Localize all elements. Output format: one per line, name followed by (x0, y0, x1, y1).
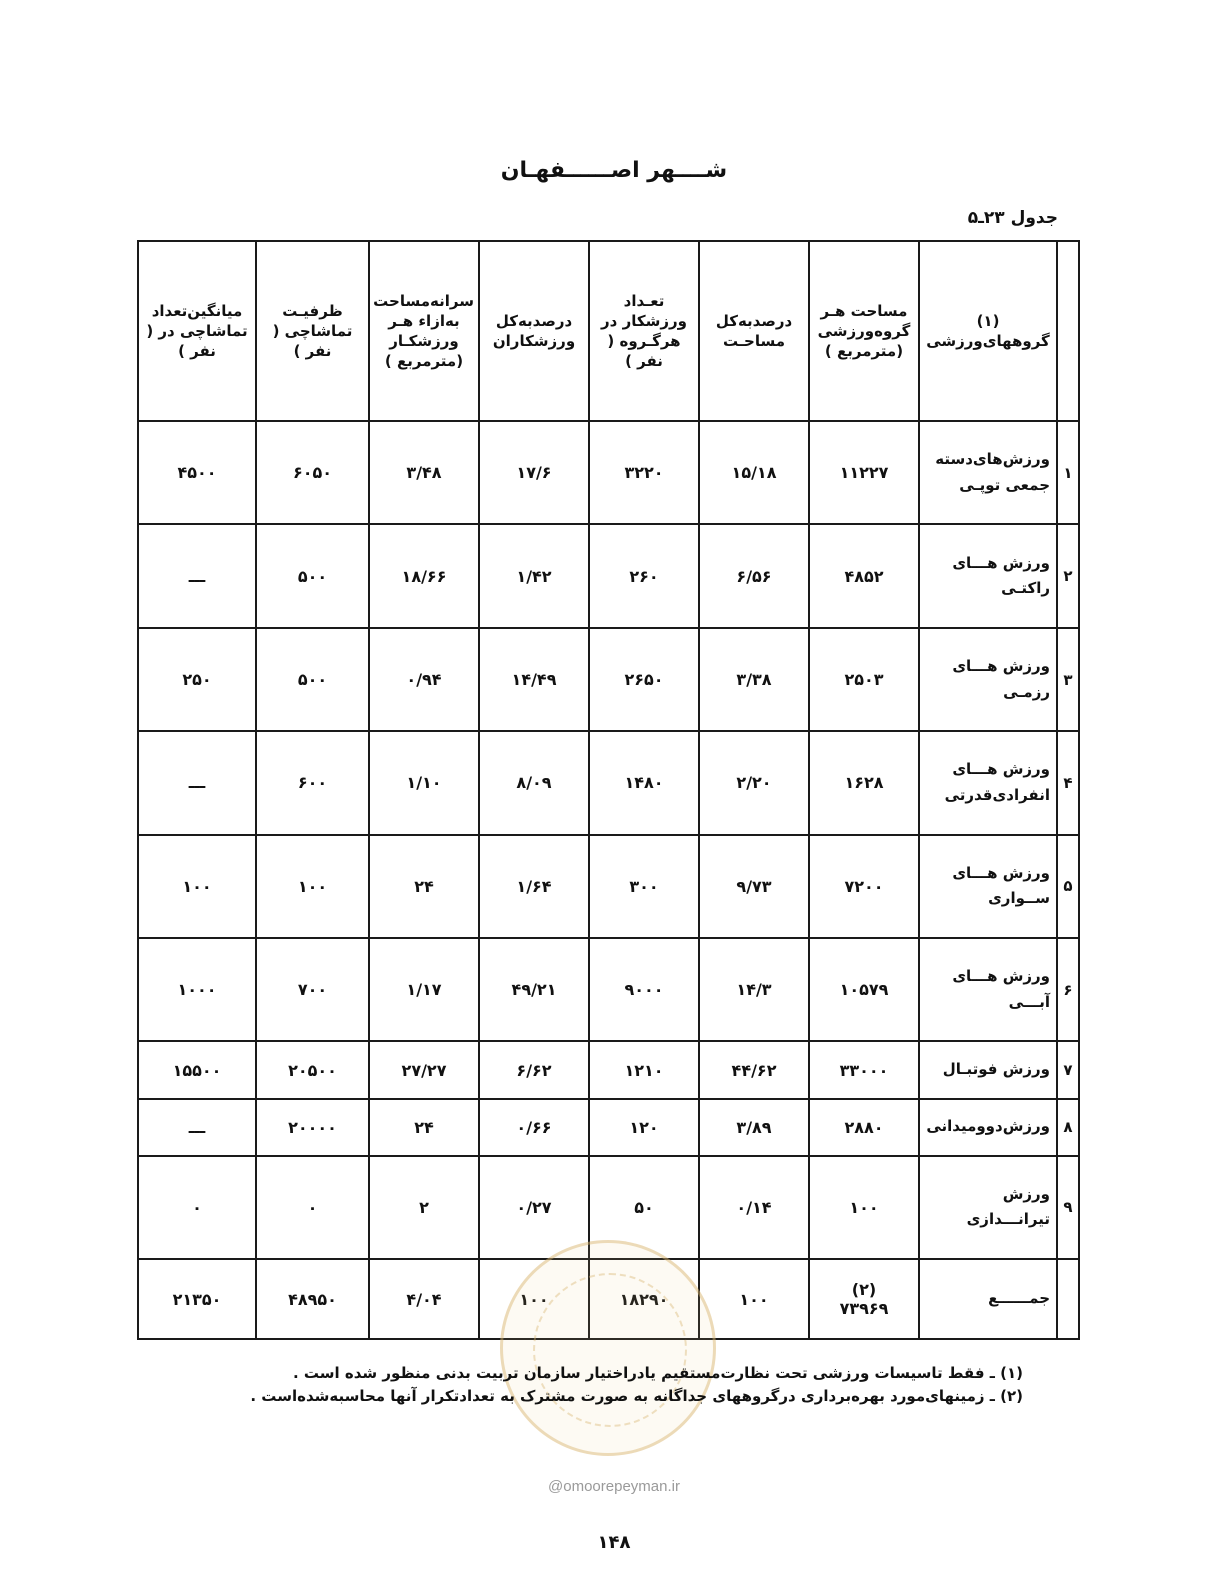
cell-avg-spectators: ۱۵۵۰۰ (138, 1041, 256, 1098)
group-line-1: ورزش‌های‌دسته (935, 450, 1050, 469)
row-group (919, 1041, 1057, 1098)
cell-per-capita: ۰/۹۴ (369, 628, 479, 731)
row-group (919, 731, 1057, 834)
header-row (138, 241, 1079, 421)
cell-athletes: ۱۲۱۰ (589, 1041, 699, 1098)
cell-athletes-pct: ۸/۰۹ (479, 731, 589, 834)
cell-athletes-pct: ۱/۴۲ (479, 524, 589, 627)
group-line-1: ورزش هـــای (952, 967, 1050, 986)
group-line-2: تیرانـــدازی (966, 1210, 1050, 1229)
column-header-athletes-pct: درصدبه‌کل ورزشکاران (479, 241, 589, 421)
cell-athletes: ۳۰۰ (589, 835, 699, 938)
cell-athletes-pct: ۰/۶۶ (479, 1099, 589, 1156)
sports-facilities-table (137, 240, 1080, 1340)
table-row (138, 1099, 1079, 1156)
cell-athletes-pct: ۱/۶۴ (479, 835, 589, 938)
cell-athletes-pct: ۱۴/۴۹ (479, 628, 589, 731)
footnotes (123, 1362, 1023, 1409)
cell-capacity: ۲۰۵۰۰ (256, 1041, 369, 1098)
cell-area-pct: ۰/۱۴ (699, 1156, 809, 1259)
cell-athletes: ۹۰۰۰ (589, 938, 699, 1041)
cell-per-capita: ۲ (369, 1156, 479, 1259)
cell-athletes-pct: ۴۹/۲۱ (479, 938, 589, 1041)
cell-area-pct: ۳/۸۹ (699, 1099, 809, 1156)
table-row (138, 731, 1079, 834)
cell-avg-spectators: ۴۵۰۰ (138, 421, 256, 524)
footnote-2: (۲) ـ زمینهای‌مورد بهره‌برداری درگروههای جداگانه به صورت مشترک به تعدادتکرار آنها محاسبه‌شده‌است . (250, 1387, 1023, 1406)
watermark-text: @omoorepeyman.ir (548, 1478, 680, 1495)
cell-per-capita: ۲۴ (369, 1099, 479, 1156)
cell-avg-spectators: ۱۰۰۰ (138, 938, 256, 1041)
cell-area-pct: ۱۰۰ (699, 1259, 809, 1339)
watermark-seal (500, 1240, 716, 1456)
group-line-1: ورزش هـــای (952, 657, 1050, 676)
column-header-athletes: تعـداد ورزشکار در هرگـروه ( نفر ) (589, 241, 699, 421)
cell-area: ۱۶۲۸ (809, 731, 919, 834)
cell-area (809, 1259, 919, 1339)
row-group (919, 524, 1057, 627)
row-group (919, 1099, 1057, 1156)
column-header-note: (۱) (976, 311, 1000, 330)
column-header-area: مساحت هـر گروه‌ورزشی (مترمربع ) (809, 241, 919, 421)
cell-capacity: ۰ (256, 1156, 369, 1259)
cell-area-pct: ۲/۲۰ (699, 731, 809, 834)
row-index (1057, 1259, 1079, 1339)
cell-athletes: ۲۶۰ (589, 524, 699, 627)
table-row (138, 938, 1079, 1041)
cell-area-pct: ۶/۵۶ (699, 524, 809, 627)
cell-area: ۲۵۰۳ (809, 628, 919, 731)
footnote-1: (۱) ـ فقط تاسیسات ورزشی تحت نظارت‌مستقیم یادراختیار سازمان تربیت بدنی منظور شده است . (293, 1364, 1023, 1382)
group-line-2: ســواری (988, 889, 1050, 908)
cell-area-pct: ۳/۳۸ (699, 628, 809, 731)
row-index: ۶ (1057, 938, 1079, 1041)
group-line-2: رزمـی (1003, 682, 1050, 701)
row-group (919, 421, 1057, 524)
cell-avg-spectators: ۱۰۰ (138, 835, 256, 938)
row-index: ۱ (1057, 421, 1079, 524)
cell-per-capita: ۲۷/۲۷ (369, 1041, 479, 1098)
cell-per-capita: ۱/۱۷ (369, 938, 479, 1041)
cell-athletes: ۱۲۰ (589, 1099, 699, 1156)
row-index: ۵ (1057, 835, 1079, 938)
table-row (138, 421, 1079, 524)
cell-athletes: ۲۶۵۰ (589, 628, 699, 731)
cell-athletes: ۳۲۲۰ (589, 421, 699, 524)
group-line-2: انفرادی‌قدرتی (944, 785, 1050, 804)
cell-athletes-pct: ۱۷/۶ (479, 421, 589, 524)
cell-capacity: ۴۸۹۵۰ (256, 1259, 369, 1339)
cell-athletes-pct: ۰/۲۷ (479, 1156, 589, 1259)
group-line-1: ورزش هـــای (952, 760, 1050, 779)
column-header-label: گروههای‌ورزشی (926, 332, 1050, 350)
cell-athletes-pct: ۱۰۰ (479, 1259, 589, 1339)
cell-area: ۱۱۲۲۷ (809, 421, 919, 524)
cell-per-capita: ۱۸/۶۶ (369, 524, 479, 627)
cell-per-capita: ۲۴ (369, 835, 479, 938)
column-header-group (919, 241, 1057, 421)
cell-athletes: ۱۸۲۹۰ (589, 1259, 699, 1339)
column-header-area-pct: درصدبه‌کل مساحـت (699, 241, 809, 421)
cell-per-capita: ۱/۱۰ (369, 731, 479, 834)
cell-avg-spectators: ـــ (138, 524, 256, 627)
cell-area: ۱۰۰ (809, 1156, 919, 1259)
row-index: ۸ (1057, 1099, 1079, 1156)
total-label: جمــــــع (919, 1259, 1057, 1339)
cell-area-pct: ۴۴/۶۲ (699, 1041, 809, 1098)
cell-avg-spectators: ۰ (138, 1156, 256, 1259)
cell-capacity: ۲۰۰۰۰ (256, 1099, 369, 1156)
row-group (919, 938, 1057, 1041)
cell-area: ۱۰۵۷۹ (809, 938, 919, 1041)
cell-area: ۷۲۰۰ (809, 835, 919, 938)
column-header-per-capita: سرانه‌مساحت به‌ازاء هـر ورزشکـار (مترمربع ) (369, 241, 479, 421)
cell-capacity: ۵۰۰ (256, 628, 369, 731)
row-index: ۴ (1057, 731, 1079, 834)
cell-area-pct: ۱۴/۳ (699, 938, 809, 1041)
row-group (919, 1156, 1057, 1259)
total-area-value: ۷۳۹۶۹ (839, 1299, 889, 1319)
group-line-1: ورزش فوتبـال (942, 1060, 1050, 1079)
cell-per-capita: ۴/۰۴ (369, 1259, 479, 1339)
total-area-note: (۲) (851, 1280, 877, 1300)
cell-capacity: ۱۰۰ (256, 835, 369, 938)
cell-capacity: ۶۰۵۰ (256, 421, 369, 524)
table-row (138, 835, 1079, 938)
row-group (919, 835, 1057, 938)
cell-avg-spectators: ۲۱۳۵۰ (138, 1259, 256, 1339)
column-header-capacity: ظرفیـت تماشاچی ( نفر ) (256, 241, 369, 421)
group-line-2: راکتـی (1001, 579, 1050, 598)
cell-capacity: ۶۰۰ (256, 731, 369, 834)
cell-capacity: ۷۰۰ (256, 938, 369, 1041)
row-index: ۲ (1057, 524, 1079, 627)
group-line-1: ورزش هـــای (952, 863, 1050, 882)
cell-per-capita: ۳/۴۸ (369, 421, 479, 524)
row-index: ۹ (1057, 1156, 1079, 1259)
cell-area-pct: ۱۵/۱۸ (699, 421, 809, 524)
cell-capacity: ۵۰۰ (256, 524, 369, 627)
group-line-1: ورزش هـــای (952, 553, 1050, 572)
table-row (138, 1041, 1079, 1098)
group-line-2: آبـــی (1008, 992, 1050, 1011)
table-label: جدول ۲۳ـ۵ (967, 208, 1058, 228)
page-title: شــــهر اصــــــفهـان (500, 158, 728, 183)
table-row (138, 628, 1079, 731)
column-header-index (1057, 241, 1079, 421)
row-group (919, 628, 1057, 731)
table-row (138, 524, 1079, 627)
cell-area: ۲۸۸۰ (809, 1099, 919, 1156)
cell-athletes-pct: ۶/۶۲ (479, 1041, 589, 1098)
cell-avg-spectators: ۲۵۰ (138, 628, 256, 731)
column-header-avg-spectators: میانگین‌تعداد تماشاچی در ( نفر ) (138, 241, 256, 421)
cell-area-pct: ۹/۷۳ (699, 835, 809, 938)
page-number: ۱۴۸ (597, 1532, 631, 1553)
cell-athletes: ۵۰ (589, 1156, 699, 1259)
cell-avg-spectators: ـــ (138, 1099, 256, 1156)
row-index: ۷ (1057, 1041, 1079, 1098)
group-line-1: ورزش (1002, 1184, 1050, 1203)
cell-avg-spectators: ـــ (138, 731, 256, 834)
cell-athletes: ۱۴۸۰ (589, 731, 699, 834)
cell-area: ۳۳۰۰۰ (809, 1041, 919, 1098)
cell-area: ۴۸۵۲ (809, 524, 919, 627)
group-line-1: ورزش‌دوومیدانی (926, 1117, 1050, 1136)
group-line-2: جمعی توپـی (959, 475, 1050, 494)
row-index: ۳ (1057, 628, 1079, 731)
